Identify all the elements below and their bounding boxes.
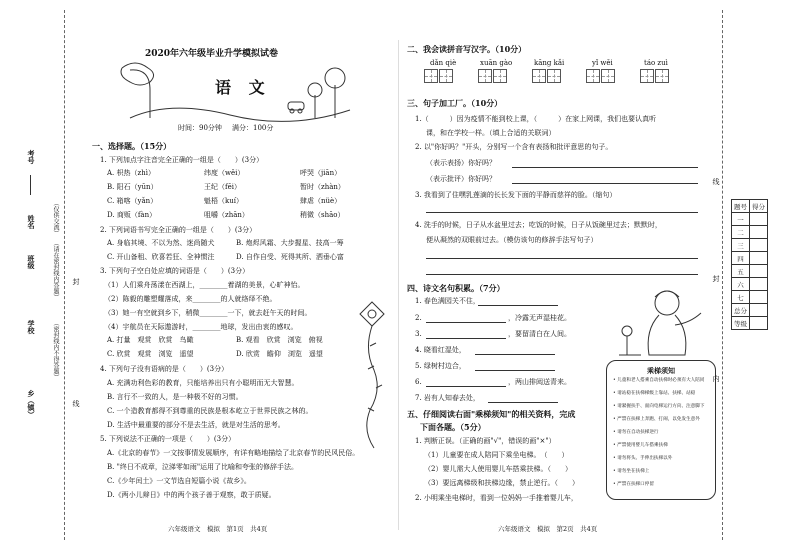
q3-option: D. 欣赏 瞻仰 浏览 遥望 (236, 350, 323, 358)
notice-item: • 严禁在扶梯上奔跑、打闹，以免发生意外 (613, 417, 700, 422)
score-row-label: 三 (732, 239, 750, 252)
char-box[interactable] (424, 69, 438, 83)
score-row-label: 二 (732, 226, 750, 239)
right-inner-mark: 内 (712, 375, 720, 382)
score-cell[interactable] (750, 265, 768, 278)
binding-dashed-line (64, 10, 65, 540)
pinyin-label: kāng kǎi (534, 59, 565, 67)
char-box[interactable] (493, 69, 507, 83)
notice-item: • 请站稳在扶梯梯级上靠站、扶梯、站稳 (613, 391, 696, 396)
notice-item: • 请勿在自动扶梯逆行 (613, 430, 659, 435)
exam-number-label: 考号 (27, 150, 36, 164)
section5-heading: 五、仔细阅读右面"乘梯须知"的相关资料，完成 (407, 409, 576, 419)
exam-title: 2020年六年级毕业升学模拟试卷 (145, 49, 279, 59)
score-header: 得分 (750, 200, 768, 213)
binding-note-2: （请在密封线内答题） (52, 240, 59, 300)
q3-option: C. 欣赏 观赏 浏览 遥望 (107, 350, 194, 358)
q2-option: A. 身临其境、不以为然、迷尚随犬 (107, 239, 215, 247)
pinyin-label: dǎn qiè (430, 59, 457, 67)
notice-item: • 请紧握扶手、面向电梯运行方向、注意脚下 (613, 404, 705, 409)
score-row-label: 四 (732, 252, 750, 265)
score-cell[interactable] (750, 226, 768, 239)
pinyin-label: táo zuì (644, 59, 668, 67)
s5-line: 1. 判断正误。（正确的画"√"，错误的画"×"） (415, 437, 556, 445)
q2-option: D. 自作自受、死得其所、洒垂心富 (236, 253, 344, 261)
s3-line: 4. 洗手的时候，日子从水盆里过去；吃饭的时候，日子从饭碗里过去；默默时， (415, 221, 662, 229)
footer-left: 六年级语文 模拟 第1页 共4页 (168, 525, 268, 533)
binding-note-1: （仅供交流） (52, 200, 59, 236)
notice-title: 乘梯须知 (647, 366, 675, 375)
section2-heading: 二、我会读拼音写汉字。（10分） (407, 44, 527, 54)
poem-line: 3. (415, 330, 422, 338)
answer-line[interactable] (475, 370, 555, 371)
notice-item: • 请勿将头、手伸出扶梯以外 (613, 456, 673, 461)
pinyin-label: yǐ wěi (592, 59, 613, 67)
poem-line: 7. 岩有人知春去处， (415, 394, 480, 402)
answer-line[interactable] (512, 183, 698, 184)
char-box[interactable] (601, 69, 615, 83)
score-row-label: 七 (732, 291, 750, 304)
q3-line: （4）宇航员在天际遨游时，________地球，发出由衷的感叹。 (104, 323, 298, 331)
seal-mark: 封 (72, 278, 80, 285)
section5-heading-cont: 下面各题。（5分） (420, 422, 486, 432)
poem-fill: ，要留清白在人间。 (508, 330, 571, 338)
score-row-label: 一 (732, 213, 750, 226)
score-cell[interactable] (750, 291, 768, 304)
q1-option: 呼哭（jiān） (300, 169, 342, 177)
q1-option: B. 阳石（yūn） (107, 183, 158, 191)
s3-line: （表示表扬）你好吗？ (426, 159, 496, 167)
score-cell[interactable] (750, 304, 768, 317)
poem-line: 1. 春色满园关不住， (415, 297, 480, 305)
q3-option: A. 打量 观赏 欣赏 鸟瞰 (107, 336, 194, 344)
s5-line: （2）婴儿需大人使用婴儿车搭乘扶梯。（ ） (424, 465, 572, 473)
page-divider (398, 40, 399, 530)
q1-option: 稍微（shāo） (300, 211, 345, 219)
notice-item: • 儿童和老人搭乘自动扶梯时必须有大人陪同 (613, 378, 705, 383)
q4-option: D. 生活中最重要的部分不是去生活，就是对生活的思考。 (107, 421, 285, 429)
poem-fill: ，两山排闼送青来。 (508, 378, 571, 386)
answer-line[interactable] (488, 402, 558, 403)
score-header: 题号 (732, 200, 750, 213)
q4-stem: 4. 下列句子没有语病的是（ ）(3分） (100, 365, 229, 373)
q1-option: 王纪（fēi） (204, 183, 241, 191)
right-seal-mark: 封 (712, 275, 720, 282)
q5-option: A.《北京的春节》一文按事情发展顺序，有详有略地描绘了北京春节的民风民俗。 (107, 449, 360, 457)
town-label: 乡（镇） (27, 390, 36, 418)
score-row-label: 五 (732, 265, 750, 278)
q5-option: C.《少年闰土》一文节选自短篇小说《故乡》。 (107, 477, 251, 485)
q3-option: B. 观看 欣赏 浏览 俯视 (236, 336, 323, 344)
notice-item: • 请勿坐在扶梯上 (613, 469, 650, 474)
answer-line[interactable] (426, 386, 506, 387)
score-row-label: 等级 (732, 317, 750, 330)
char-box[interactable] (586, 69, 600, 83)
q4-option: C. 一个造教育都得不到尊重的民族是根本屹立于世界民族之林的。 (107, 407, 313, 415)
char-box[interactable] (532, 69, 546, 83)
pinyin-label: xuān gào (480, 59, 513, 67)
answer-line[interactable] (475, 354, 555, 355)
s5-line: （1）儿童要在成人陪同下乘坐电梯。 （ ） (424, 451, 569, 459)
char-box[interactable] (655, 69, 669, 83)
poem-line: 6. (415, 378, 422, 386)
section1-heading: 一、选择题。（15分） (92, 141, 172, 151)
q1-option: D. 商贩（fàn） (107, 211, 157, 219)
q5-stem: 5. 下列说法不正确的一项是（ ）(3分） (100, 435, 236, 443)
school-label: 学校 (27, 320, 36, 334)
girl-illustration (615, 285, 705, 360)
kite-illustration (356, 300, 388, 450)
score-cell[interactable] (750, 213, 768, 226)
s3-line: 1.（ ）因为疫情不能到校上课，（ ）在家上网课，我们也要认真听 (415, 115, 657, 123)
line-mark: 线 (72, 400, 80, 407)
right-binding-line (722, 10, 723, 540)
score-row-label: 六 (732, 278, 750, 291)
q5-option: B. "终日不成章，泣涕零如雨"运用了比喻和夸张的修辞手法。 (107, 463, 299, 471)
s3-line: 便从凝然的双眼前过去。（模仿该句的修辞手法写句子） (426, 236, 598, 244)
exam-number-line (30, 175, 31, 195)
q3-stem: 3. 下列句子空白处应填的词语是（ ）(3分） (100, 267, 250, 275)
poem-fill: ，冷露无声湿桂花。 (508, 314, 571, 322)
q1-option: 暂时（zhàn） (300, 183, 345, 191)
s3-line: （表示批评）你好吗？ (426, 175, 496, 183)
exam-time: 时间：90分钟 (178, 124, 222, 132)
char-box[interactable] (478, 69, 492, 83)
score-cell[interactable] (750, 278, 768, 291)
answer-line[interactable] (426, 274, 698, 275)
score-cell[interactable] (750, 252, 768, 265)
answer-line[interactable] (426, 258, 698, 259)
s3-line: 课，和在学校一样。（填上合适的关联词） (426, 129, 556, 137)
char-box[interactable] (547, 69, 561, 83)
q2-stem: 2. 下列词语书写完全正确的一组是（ ）(3分） (100, 226, 257, 234)
char-box[interactable] (439, 69, 453, 83)
score-cell[interactable] (750, 239, 768, 252)
exam-score: 满分：100分 (232, 124, 274, 132)
answer-line[interactable] (426, 338, 506, 339)
q5-option: D.《两小儿辩日》中的两个孩子善于观察，敢于质疑。 (107, 491, 276, 499)
q4-option: B. 言行不一致的人，是一种极不好的习惯。 (107, 393, 243, 401)
section4-heading: 四、诗文名句积累。（7分） (407, 283, 505, 293)
name-label: 姓名 (27, 215, 36, 229)
q3-line: （3）她一有空就到乡下，稍微________一下，就去赶午天的时间。 (104, 309, 312, 317)
q4-option: A. 充满功利色彩的教育，只能培养出只有小聪明而无大智慧。 (107, 379, 299, 387)
s3-line: 3. 我看到了住嘿乳莲滴的长长发下面的平静而慈祥的脸。（缩句） (415, 191, 617, 199)
s3-line: 2. 以"你好吗？"开头，分别写一个含有表扬和批评意思的句子。 (415, 143, 613, 151)
score-table (731, 199, 768, 330)
answer-line[interactable] (426, 212, 698, 213)
notice-item: • 严禁在扶梯口停留 (613, 482, 654, 487)
s5-line: 2. 小明乘坐电梯时，看到一位妈妈一手推着婴儿车， (415, 494, 578, 502)
footer-right: 六年级语文 模拟 第2页 共4页 (498, 525, 598, 533)
q1-option: C. 箱喀（yǎn） (107, 197, 158, 205)
score-row-label: 总分 (732, 304, 750, 317)
q1-option: 魁梧（kuí） (204, 197, 243, 205)
q1-stem: 1. 下列加点字注音完全正确的一组是（ ）(3分） (100, 156, 264, 164)
q1-option: 咀嚼（zhān） (204, 211, 249, 219)
char-box[interactable] (640, 69, 654, 83)
subject-title: 语 文 (215, 78, 271, 97)
poem-line: 4. 晓看红湿处， (415, 346, 466, 354)
q3-line: （1）人们乘舟荡漾在西湖上，________着湖的美景，心旷神怡。 (104, 281, 305, 289)
notice-item: • 严禁使用婴儿车搭乘扶梯 (613, 443, 668, 448)
q1-option: 纬度（wěi） (204, 169, 245, 177)
section3-heading: 三、句子加工厂。（10分） (407, 98, 503, 108)
poem-line: 2. (415, 314, 422, 322)
q1-option: 肆虐（nüè） (300, 197, 342, 205)
s5-line: （3）要远离梯级和扶梯边缘，禁止逆行。（ ） (424, 479, 579, 487)
q1-option: A. 枳热（zhì） (107, 169, 155, 177)
elevator-notice-box (606, 360, 716, 500)
right-line-mark: 线 (712, 178, 720, 185)
q2-option: B. 炮烬风霜、大步握星、技高一筹 (236, 239, 344, 247)
binding-note-3: （密封线内不得答题） (52, 320, 59, 380)
class-label: 班级 (27, 255, 36, 269)
answer-line[interactable] (512, 167, 698, 168)
answer-line[interactable] (426, 322, 506, 323)
answer-line[interactable] (478, 305, 558, 306)
q3-line: （2）陈毅的雕塑耀落成，来________的人就络绎不绝。 (104, 295, 277, 303)
q2-option: C. 开山备租、欣喜若狂、全神惯注 (107, 253, 215, 261)
poem-line: 5. 绿树村边合， (415, 362, 466, 370)
score-cell[interactable] (750, 317, 768, 330)
